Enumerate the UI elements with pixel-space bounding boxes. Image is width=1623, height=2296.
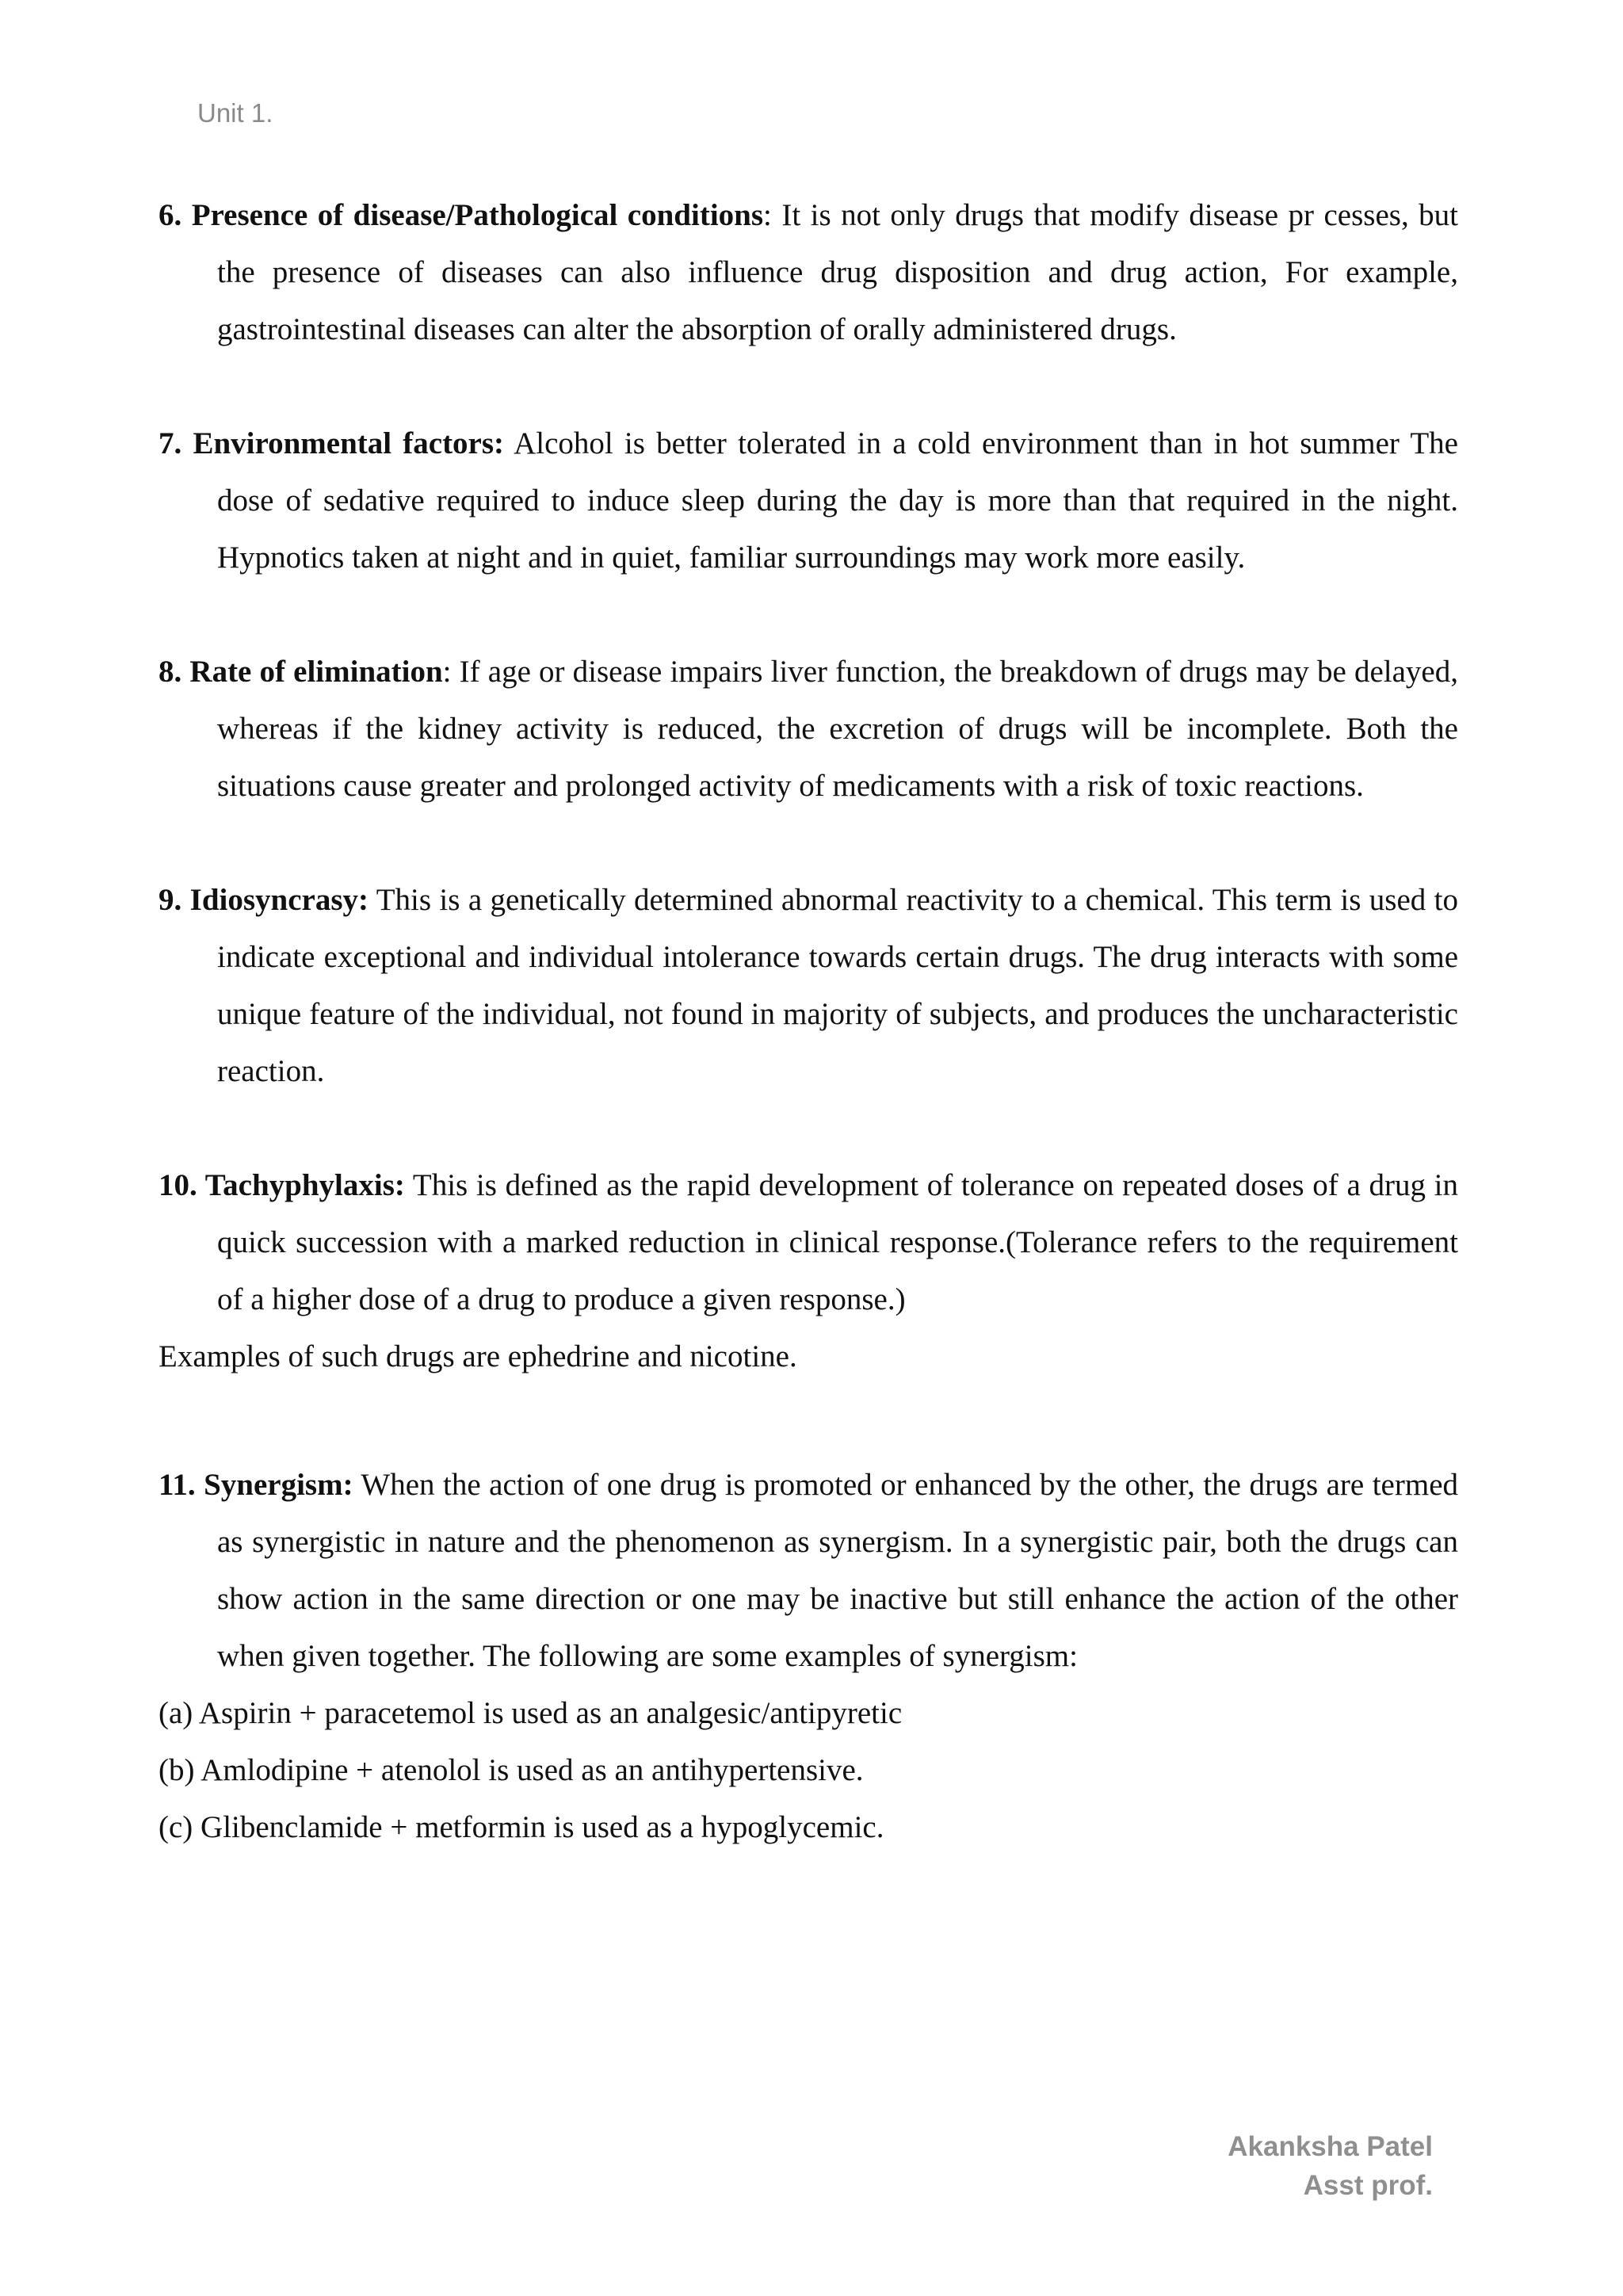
synergism-example-b: (b) Amlodipine + atenolol is used as an antihypertensive. [158,1753,864,1787]
section-heading: 7. Environmental factors: [158,426,505,460]
section-text: Alcohol is better tolerated in a cold environment than in hot summer The dose of sedative required to induce sleep during the day is more than that required in the night. Hypnotics taken at night and in quiet, familiar surroundings may work more easily. [217,426,1458,575]
synergism-example-a: (a) Aspirin + paracetemol is used as an analgesic/antipyretic [158,1696,903,1730]
section-heading: 11. Synergism: [158,1468,353,1502]
section-text: : If age or disease impairs liver function, the breakdown of drugs may be delayed, whereas if the kidney activity is reduced, the excretion of drugs will be incomplete. Both the situations cause greater and prolonged activity of medicaments with a risk of toxic reactions. [217,655,1458,803]
section-rate-of-elimination [158,644,1458,815]
synergism-example-c: (c) Glibenclamide + metformin is used as a hypoglycemic. [158,1810,884,1844]
section-text: This is a genetically determined abnormal reactivity to a chemical. This term is used to indicate exceptional and individual intolerance towards certain drugs. The drug interacts with some unique feature of the individual, not found in majority of subjects, and produces the uncharacteristic reaction. [217,883,1458,1088]
section-tachyphylaxis [158,1157,1458,1328]
section-heading: 9. Idiosyncrasy: [158,883,369,917]
section-heading: 8. Rate of elimination [158,655,443,689]
spacer [158,1385,1458,1457]
page-header-unit: Unit 1. [197,98,273,128]
section-heading: 10. Tachyphylaxis: [158,1168,405,1202]
section-text: : It is not only drugs that modify disease pr cesses, but the presence of diseases can also influence drug disposition and drug action, For example, gastrointestinal diseases can alter the absorption of orally administered drugs. [217,198,1458,346]
document-body [158,187,1458,1856]
section-disease-conditions [158,187,1458,358]
section-heading: 6. Presence of disease/Pathological conditions [158,198,764,232]
section-text: When the action of one drug is promoted or enhanced by the other, the drugs are termed as synergistic in nature and the phenomenon as synergism. In a synergistic pair, both the drugs can show action in the same direction or one may be inactive but still enhance the action of the other when given together. The following are some examples of synergism: [217,1468,1458,1673]
section-environmental-factors [158,415,1458,586]
tachyphylaxis-examples: Examples of such drugs are ephedrine and nicotine. [158,1339,797,1373]
author-signature [1228,2127,1433,2205]
section-idiosyncrasy [158,872,1458,1100]
author-name: Akanksha Patel [1228,2131,1433,2162]
author-title: Asst prof. [1303,2170,1433,2201]
section-text: This is defined as the rapid development of tolerance on repeated doses of a drug in quick succession with a marked reduction in clinical response.(Tolerance refers to the requirement of a higher dose of a drug to produce a given response.) [217,1168,1458,1316]
section-synergism [158,1457,1458,1685]
